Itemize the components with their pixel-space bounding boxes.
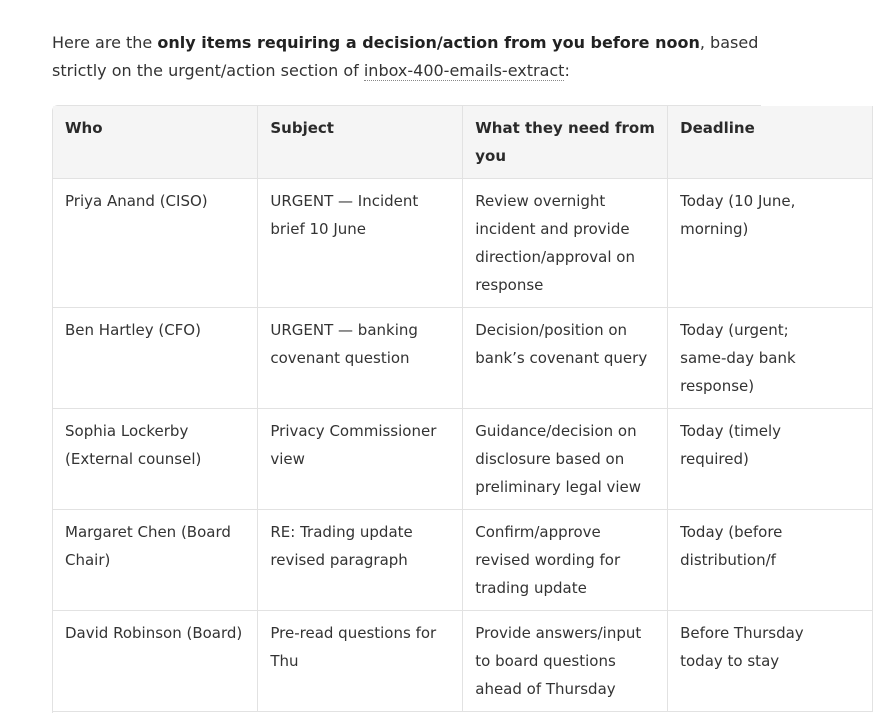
cell-who: Priya Anand (CISO) [53,179,258,308]
table-row [53,308,873,409]
action-items-table-container[interactable] [52,105,804,713]
cell-subject: URGENT — banking covenant question [258,308,463,409]
deadline-line: Today (urgent; [680,321,789,339]
deadline-line: Today (before [680,523,783,541]
deadline-line: today to stay [680,652,780,670]
deadline-line: morning) [680,220,749,238]
cell-subject: RE: Trading update revised paragraph [258,510,463,611]
header-who: Who [53,106,258,179]
cell-deadline [668,611,873,712]
cell-who: David Robinson (Board) [53,611,258,712]
cell-deadline [668,308,873,409]
source-document-link[interactable]: inbox-400-emails-extract [363,61,565,80]
cell-deadline [668,510,873,611]
intro-middle: , based strictly on the urgent/action section of [52,33,759,80]
intro-suffix: : [564,61,570,80]
cell-subject: Pre-read questions for Thu [258,611,463,712]
intro-emphasis: only items requiring a decision/action from you before noon [157,33,700,52]
header-deadline: Deadline [668,106,873,179]
cell-who: Sophia Lockerby (External counsel) [53,409,258,510]
cell-subject: Privacy Commissioner view [258,409,463,510]
cell-need: Provide answers/input to board questions ahead of Thursday [463,611,668,712]
cell-deadline [668,179,873,308]
deadline-line: Today (timely [680,422,782,440]
cell-who: Ben Hartley (CFO) [53,308,258,409]
cell-need: Review overnight incident and provide direction/approval on response [463,179,668,308]
deadline-line: response) [680,377,755,395]
header-need: What they need from you [463,106,668,179]
deadline-line: distribution/f [680,551,776,569]
intro-paragraph [52,29,772,85]
header-subject: Subject [258,106,463,179]
deadline-line: same-day bank [680,349,796,367]
cell-who: Margaret Chen (Board Chair) [53,510,258,611]
intro-prefix: Here are the [52,33,158,52]
cell-subject: URGENT — Incident brief 10 June [258,179,463,308]
deadline-line: Today (10 June, [680,192,796,210]
table-row [53,510,873,611]
cell-need: Guidance/decision on disclosure based on preliminary legal view [463,409,668,510]
cell-deadline [668,409,873,510]
table-row [53,179,873,308]
table-header-row [53,106,873,179]
table-row [53,409,873,510]
cell-need: Confirm/approve revised wording for trading update [463,510,668,611]
deadline-line: required) [680,450,749,468]
table-row [53,611,873,712]
cell-need: Decision/position on bank’s covenant query [463,308,668,409]
action-items-table [53,106,873,712]
deadline-line: Before Thursday [680,624,804,642]
